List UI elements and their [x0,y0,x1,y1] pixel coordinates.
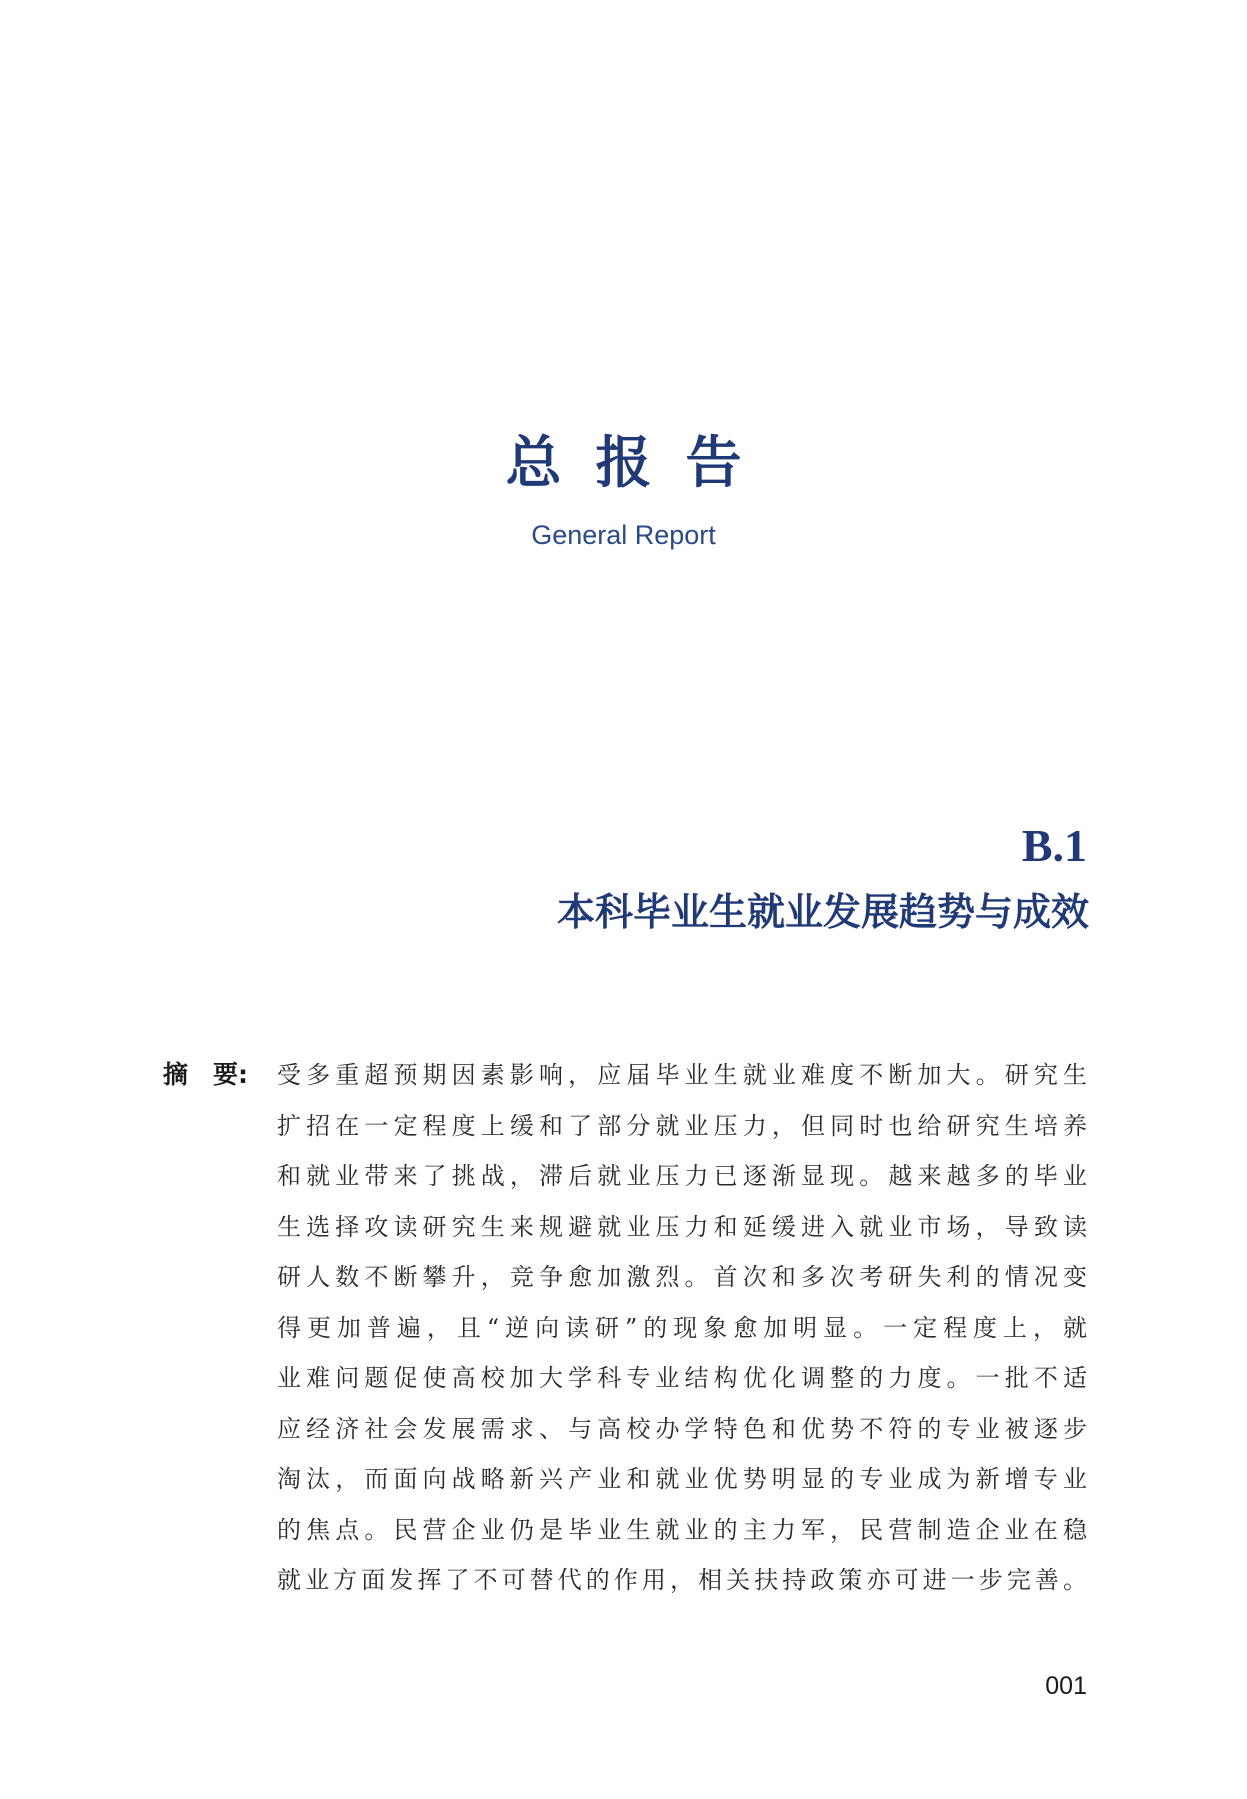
abstract-line: 业难问题促使高校加大学科专业结构优化调整的力度。一批不适 [277,1364,1087,1392]
abstract-line: 得更加普遍，且“逆向读研”的现象愈加明显。一定程度上，就 [277,1313,1087,1342]
abstract-line: 研人数不断攀升，竞争愈加激烈。首次和多次考研失利的情况变 [277,1263,1087,1291]
abstract-line: 淘汰，而面向战略新兴产业和就业优势明显的专业成为新增专业 [277,1465,1087,1493]
abstract-body [277,1050,1087,1606]
chapter-number: B.1 [1021,820,1087,871]
abstract-line: 受多重超预期因素影响，应届毕业生就业难度不断加大。研究生 [277,1061,1087,1089]
abstract-line: 生选择攻读研究生来规避就业压力和延缓进入就业市场，导致读 [277,1212,1087,1241]
page-number: 001 [1045,1672,1087,1700]
abstract-line: 和就业带来了挑战，滞后就业压力已逐渐显现。越来越多的毕业 [277,1162,1087,1190]
part-subtitle: General Report [531,520,716,550]
part-title: 总报告 [505,430,776,496]
chapter-title: 本科毕业生就业发展趋势与成效 [556,889,1089,934]
abstract-line: 就业方面发挥了不可替代的作用，相关扶持政策亦可进一步完善。 [277,1566,1087,1594]
abstract-label: 摘 要: [163,1060,248,1089]
abstract-line: 的焦点。民营企业仍是毕业生就业的主力军，民营制造企业在稳 [277,1515,1087,1544]
abstract-line: 扩招在一定程度上缓和了部分就业压力，但同时也给研究生培养 [277,1111,1087,1140]
abstract-line: 应经济社会发展需求、与高校办学特色和优势不符的专业被逐步 [277,1414,1087,1443]
